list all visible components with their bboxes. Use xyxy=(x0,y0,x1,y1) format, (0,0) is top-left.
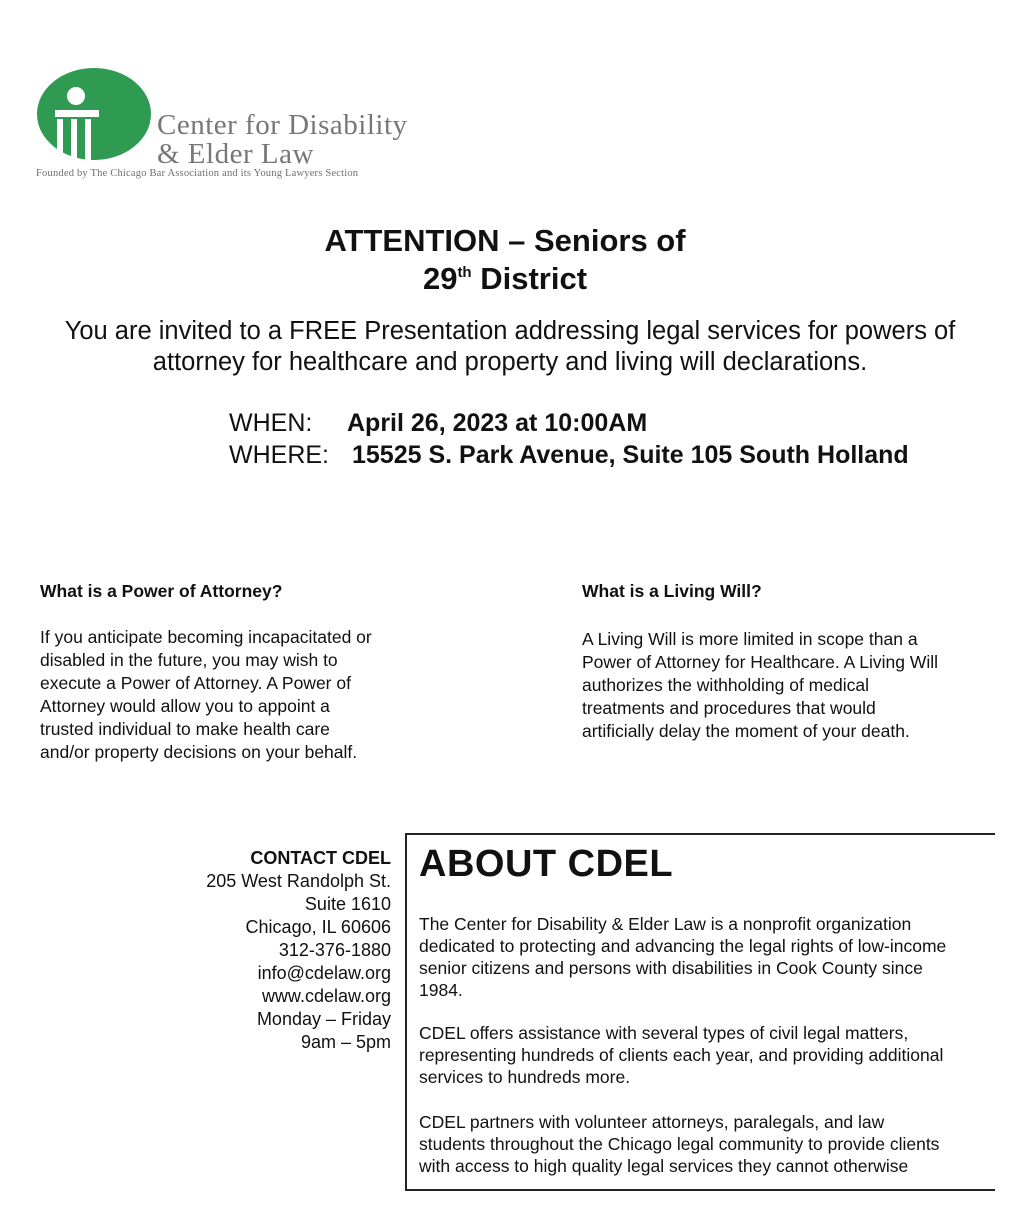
living-will-line: artificially delay the moment of your death. xyxy=(582,721,910,741)
about-line: The Center for Disability & Elder Law is a nonprofit organization xyxy=(419,914,912,934)
logo-name-line2: & Elder Law xyxy=(157,138,314,170)
where-row xyxy=(229,441,909,470)
poa-line: and/or property decisions on your behalf. xyxy=(40,742,358,762)
contact-city: Chicago, IL 60606 xyxy=(245,917,391,937)
about-line: CDEL partners with volunteer attorneys, paralegals, and law xyxy=(419,1112,885,1132)
about-paragraph-2 xyxy=(419,1022,995,1088)
living-will-body xyxy=(582,628,1002,743)
contact-email: info@cdelaw.org xyxy=(257,963,391,983)
contact-block xyxy=(170,847,391,1054)
about-paragraph-3 xyxy=(419,1111,995,1177)
about-title: ABOUT CDEL xyxy=(419,843,674,885)
district-number: 29 xyxy=(422,261,458,296)
district-ordinal: th xyxy=(457,264,472,281)
about-line: services to hundreds more. xyxy=(419,1067,631,1087)
living-will-line: Power of Attorney for Healthcare. A Living Will xyxy=(582,652,938,672)
where-label: WHERE: xyxy=(229,441,329,469)
contact-phone: 312-376-1880 xyxy=(278,940,391,960)
poa-line: execute a Power of Attorney. A Power of xyxy=(40,673,351,693)
poa-body xyxy=(40,626,440,764)
contact-address: 205 West Randolph St. xyxy=(206,871,391,891)
logo-tagline: Founded by The Chicago Bar Association and its Young Lawyers Section xyxy=(36,168,359,179)
about-line: students throughout the Chicago legal community to provide clients xyxy=(419,1134,940,1154)
poa-heading: What is a Power of Attorney? xyxy=(40,581,283,601)
cdel-logo-icon xyxy=(36,66,152,164)
living-will-line: authorizes the withholding of medical xyxy=(582,675,869,695)
contact-days: Monday – Friday xyxy=(256,1009,391,1029)
page-title xyxy=(0,222,1010,298)
contact-suite: Suite 1610 xyxy=(304,894,391,914)
when-label: WHEN: xyxy=(229,409,313,437)
district-word: District xyxy=(471,261,588,296)
contact-title: CONTACT CDEL xyxy=(250,848,391,868)
about-line: with access to high quality legal services they cannot otherwise xyxy=(419,1156,909,1176)
contact-hours: 9am – 5pm xyxy=(300,1032,391,1052)
about-line: representing hundreds of clients each year, and providing additional xyxy=(419,1045,944,1065)
when-row xyxy=(229,409,647,438)
about-box xyxy=(405,833,995,1191)
about-paragraph-1 xyxy=(419,913,995,1001)
living-will-heading: What is a Living Will? xyxy=(582,581,762,601)
poa-line: Attorney would allow you to appoint a xyxy=(40,696,330,716)
about-line: CDEL offers assistance with several types of civil legal matters, xyxy=(419,1023,909,1043)
when-value: April 26, 2023 at 10:00AM xyxy=(347,409,648,437)
poa-line: If you anticipate becoming incapacitated or xyxy=(40,627,372,647)
about-line: dedicated to protecting and advancing the legal rights of low-income xyxy=(419,936,947,956)
poa-line: trusted individual to make health care xyxy=(40,719,330,739)
living-will-line: A Living Will is more limited in scope than a xyxy=(582,629,918,649)
where-value: 15525 S. Park Avenue, Suite 105 South Holland xyxy=(352,441,909,469)
contact-website: www.cdelaw.org xyxy=(261,986,391,1006)
invitation-text: You are invited to a FREE Presentation addressing legal services for powers of attorney for healthcare and property and living will declarations. xyxy=(64,317,956,376)
logo-name-line1: Center for Disability xyxy=(157,109,408,141)
about-line: 1984. xyxy=(419,980,463,1000)
poa-line: disabled in the future, you may wish to xyxy=(40,650,338,670)
title-line1: ATTENTION – Seniors of xyxy=(324,223,686,258)
living-will-line: treatments and procedures that would xyxy=(582,698,876,718)
about-line: senior citizens and persons with disabilities in Cook County since xyxy=(419,958,923,978)
title-line2 xyxy=(0,260,1010,298)
